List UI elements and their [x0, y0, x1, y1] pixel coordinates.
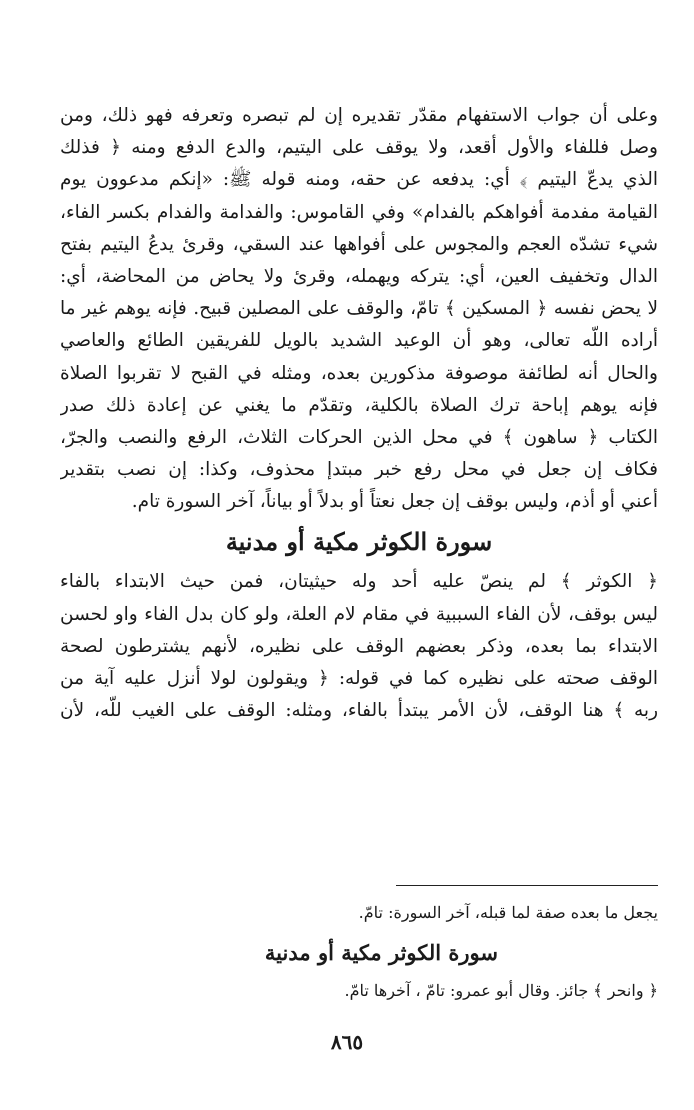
text-line: والحال أنه لطائفة موصوفة مذكورين بعده، ومثله في القبح لا تقربوا الصلاة	[60, 362, 658, 384]
footnote-divider	[396, 885, 658, 886]
text-line: الوقف صحته على نظيره كما في قوله: ﴿ ويقولون لولا أنزل عليه آية من	[60, 668, 658, 689]
text-line: فكاف إن جعل في محل رفع خبر مبتدإ محذوف، وكذا: إن نصب بتقدير	[60, 459, 658, 481]
text-line: فإنه يوهم إباحة ترك الصلاة بالكلية، وتقدّم ما يغني عن إعادة ذلك صدر	[60, 394, 658, 416]
footnote-line: ﴿ وانحر ﴾ جائز. وقال أبو عمرو: تامّ ، آخرها تامّ.	[344, 981, 658, 1000]
text-line: أراده اللّه تعالى، وهو أن الوعيد الشديد بالويل للفريقين الطائع والعاصي	[60, 330, 658, 352]
text-line: ربه ﴾ هنا الوقف، لأن الأمر يبتدأ بالفاء، ومثله: الوقف على الغيب للّه، لأن	[60, 700, 658, 722]
main-text	[60, 100, 658, 727]
text-line: الابتداء بما بعده، وذكر بعضهم الوقف على نظيره، لأنهم يشترطون لصحة	[60, 635, 658, 657]
text-line: الكتاب ﴿ ساهون ﴾ في محل الذين الحركات الثلاث، الرفع والنصب والجرّ،	[60, 426, 658, 448]
text-line: ليس بوقف، لأن الفاء السببية في مقام لام العلة، ولو كان بدل الفاء واو لحسن	[60, 603, 658, 625]
footnotes	[78, 900, 658, 1004]
section-heading: سورة الكوثر مكية أو مدنية	[225, 527, 493, 557]
text-line: الدال وتخفيف العين، أي: يتركه ويهمله، وقرئ ولا يحاض من المحاضة، أي:	[60, 265, 658, 287]
text-line: وصل فللفاء والأول أقعد، ولا يوقف على اليتيم، والدع الدفع ومنه ﴿ فذلك	[60, 137, 658, 159]
text-line: لا يحض نفسه ﴿ المسكين ﴾ تامّ، والوقف على المصلين قبيح. فإنه يوهم غير ما	[60, 298, 658, 320]
footnote-line: يجعل ما بعده صفة لما قبله، آخر السورة: تامّ.	[358, 903, 658, 922]
text-line: أعني أو أذم، وليس بوقف إن جعل نعتاً أو بدلاً أو بياناً، آخر السورة تام.	[131, 491, 658, 513]
text-line: القيامة مفدمة أفواهكم بالفدام» وفي القاموس: والفدامة والفدام بكسر الفاء،	[60, 201, 658, 223]
footnote-heading: سورة الكوثر مكية أو مدنية	[264, 940, 498, 965]
page-number: ٨٦٥	[330, 1030, 364, 1054]
text-line: شيء تشدّه العجم والمجوس على أفواهها عند السقي، وقرئ يدعُ اليتيم بفتح	[60, 233, 658, 255]
text-line: الذي يدعّ اليتيم ﴾ أي: يدفعه عن حقه، ومنه قوله ﷺ: «إنكم مدعوون يوم	[60, 169, 658, 191]
paragraph-1	[60, 100, 658, 518]
text-line: ﴿ الكوثر ﴾ لم ينصّ عليه أحد وله حيثيتان، فمن حيث الابتداء بالفاء	[60, 571, 658, 593]
paragraph-2	[60, 566, 658, 727]
text-line: وعلى أن جواب الاستفهام مقدّر تقديره إن لم تبصره وتعرفه فهو ذلك، ومن	[60, 105, 658, 126]
